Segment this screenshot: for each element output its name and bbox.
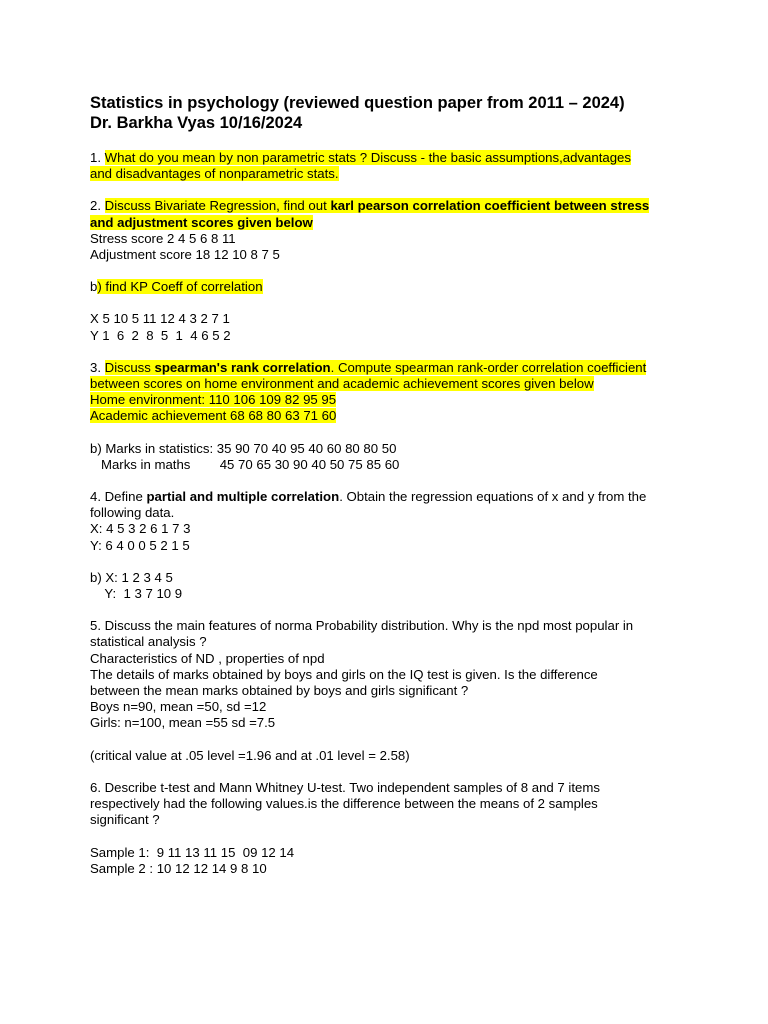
q5-boys: Boys n=90, mean =50, sd =12 <box>90 699 267 715</box>
question-6-samples <box>90 845 690 877</box>
q2-number: 2. <box>90 198 105 214</box>
q3-number: 3. <box>90 359 105 375</box>
q4-y-values: Y: 6 4 0 0 5 2 1 5 <box>90 537 190 553</box>
q6-sample-2: Sample 2 : 10 12 12 14 9 8 10 <box>90 860 267 876</box>
q4-text-line-1: . Obtain the regression equations of x and y from the <box>339 489 647 505</box>
q6-line-1: 6. Describe t-test and Mann Whitney U-test. Two independent samples of 8 and 7 items <box>90 779 600 795</box>
q6-sample-1: Sample 1: 9 11 13 11 15 09 12 14 <box>90 844 295 860</box>
question-2b-data <box>90 311 690 343</box>
q5-line-4: The details of marks obtained by boys and girls on the IQ test is given. Is the difference <box>90 666 598 682</box>
q5-line-1: 5. Discuss the main features of norma Probability distribution. Why is the npd most popular in <box>90 618 634 634</box>
q2-lead: Discuss Bivariate Regression, find out <box>104 198 331 214</box>
q2b-x-values: X 5 10 5 11 12 4 3 2 7 1 <box>90 311 230 327</box>
question-paper <box>90 93 690 893</box>
q4b-x-values: b) X: 1 2 3 4 5 <box>90 569 173 585</box>
q5-girls: Girls: n=100, mean =55 sd =7.5 <box>90 715 276 731</box>
q4-bold: partial and multiple correlation <box>146 489 340 505</box>
q4b-y-values: Y: 1 3 7 10 9 <box>90 586 183 602</box>
title-line-1: Statistics in psychology (reviewed question paper from 2011 – 2024) <box>90 94 625 112</box>
q5-line-2: statistical analysis ? <box>90 634 207 650</box>
question-6 <box>90 780 690 829</box>
q2b-text: ) find KP Coeff of correlation <box>97 279 263 295</box>
question-3 <box>90 360 690 425</box>
q4-number: 4. Define <box>90 489 147 505</box>
q6-line-2: respectively had the following values.is the difference between the means of 2 samples <box>90 796 598 812</box>
q2b-y-values: Y 1 6 2 8 5 1 4 6 5 2 <box>90 327 231 343</box>
question-5 <box>90 618 690 731</box>
question-4b <box>90 570 690 602</box>
q4-x-values: X: 4 5 3 2 6 1 7 3 <box>90 521 191 537</box>
q3-text-line-2: between scores on home environment and academic achievement scores given below <box>90 376 594 392</box>
question-2 <box>90 198 690 263</box>
q4-text-line-2: following data. <box>90 505 175 521</box>
q1-text-line-2: and disadvantages of nonparametric stats. <box>90 166 339 182</box>
q6-line-3: significant ? <box>90 812 160 828</box>
q1-number: 1. <box>90 150 105 165</box>
q3b-maths-marks: Marks in maths 45 70 65 30 90 40 50 75 85 60 <box>90 456 400 472</box>
q3-home-environment: Home environment: 110 106 109 82 95 95 <box>90 392 337 408</box>
q3-text-line-1: . Compute spearman rank-order correlation coefficient <box>330 359 647 375</box>
q5-line-3: Characteristics of ND , properties of npd <box>90 650 325 666</box>
question-4 <box>90 489 690 554</box>
question-5-critical <box>90 748 690 764</box>
q2-bold-line-2: and adjustment scores given below <box>90 214 313 230</box>
q3-academic-achievement: Academic achievement 68 68 80 63 71 60 <box>90 408 337 424</box>
q2-adjustment-scores: Adjustment score 18 12 10 8 7 5 <box>90 247 280 263</box>
question-1 <box>90 150 690 182</box>
q2-stress-scores: Stress score 2 4 5 6 8 11 <box>90 230 236 246</box>
q3b-stats-marks: b) Marks in statistics: 35 90 70 40 95 40 60 80 80 50 <box>90 440 397 456</box>
q2-bold-line-1: karl pearson correlation coefficient between stress <box>330 198 650 214</box>
question-2b <box>90 279 690 295</box>
q5-line-5: between the mean marks obtained by boys and girls significant ? <box>90 683 469 699</box>
title-line-2: Dr. Barkha Vyas 10/16/2024 <box>90 114 303 132</box>
q3-lead: Discuss <box>104 359 155 375</box>
q5-critical-values: (critical value at .05 level =1.96 and at .01 level = 2.58) <box>90 747 410 763</box>
document-title <box>90 93 690 133</box>
question-3b <box>90 441 690 473</box>
q3-bold: spearman's rank correlation <box>154 359 331 375</box>
q1-text-line-1: What do you mean by non parametric stats ? Discuss - the basic assumptions,advantages <box>104 150 631 165</box>
q2b-prefix: b <box>90 279 98 295</box>
